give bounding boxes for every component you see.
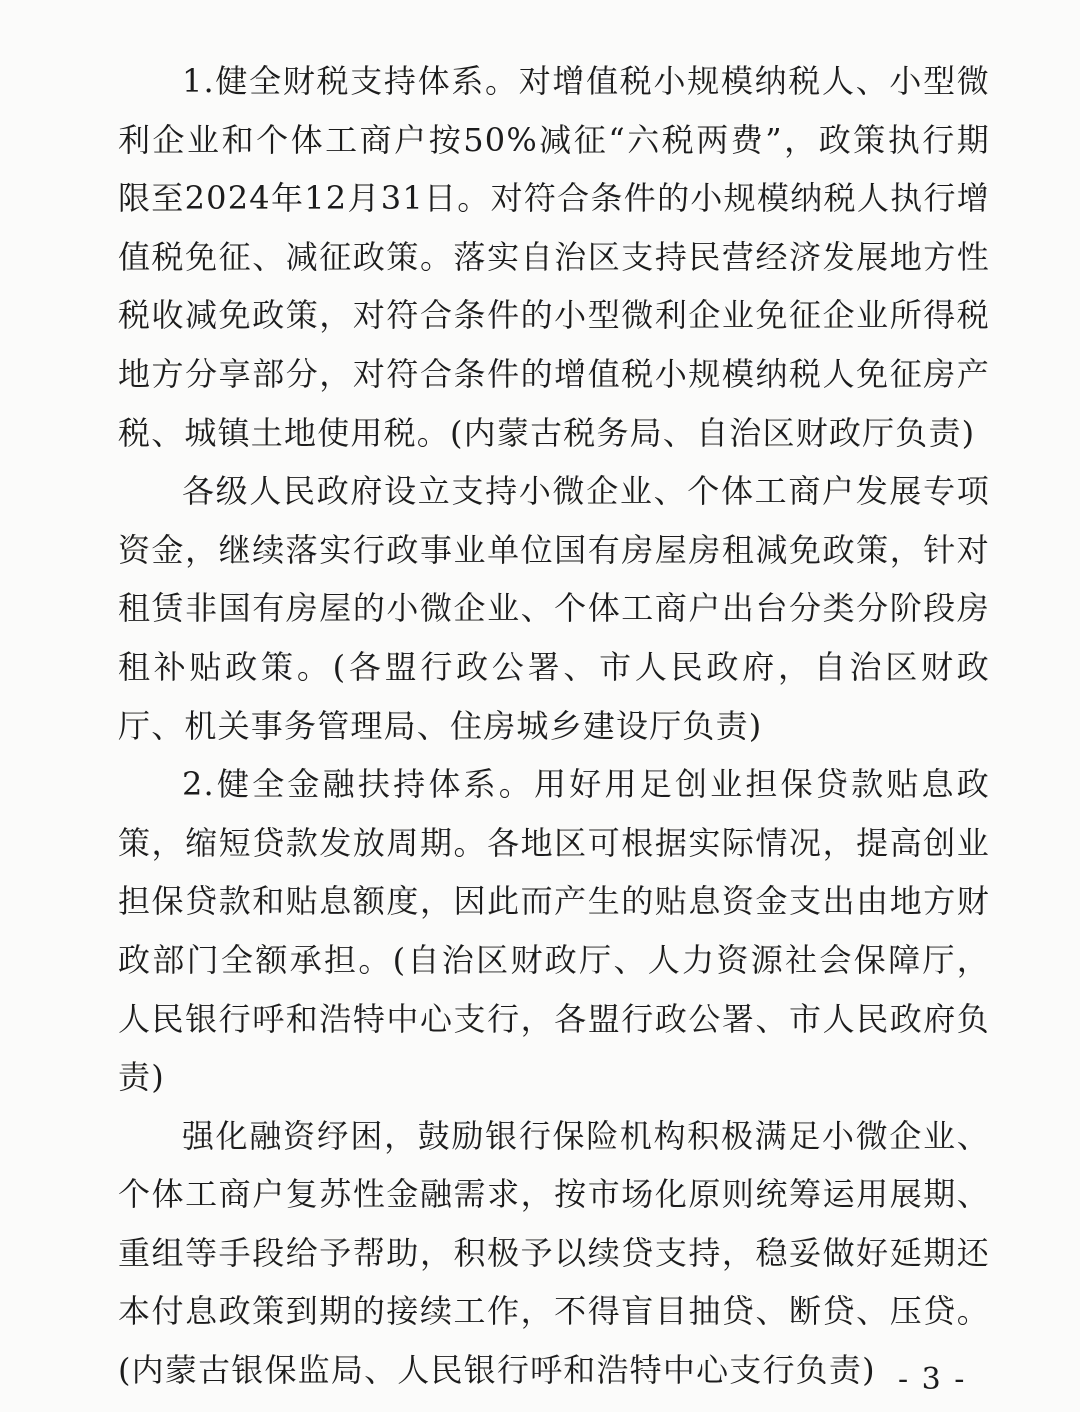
paragraph-financing-relief: 强化融资纾困，鼓励银行保险机构积极满足小微企业、个体工商户复苏性金融需求，按市场化原则统筹运用展期、重组等手段给予帮助，积极予以续贷支持，稳妥做好延期还本付息政策到期的接续工作，不得盲目抽贷、断贷、压贷。(内蒙古银保监局、人民银行呼和浩特中心支行负责) [118,1116,990,1390]
paragraph-rent-subsidy: 各级人民政府设立支持小微企业、个体工商户发展专项资金，继续落实行政事业单位国有房屋房租减免政策，针对租赁非国有房屋的小微企业、个体工商户出台分类分阶段房租补贴政策。(各盟行政公署、市人民政府，自治区财政厅、机关事务管理局、住房城乡建设厅负责) [118,472,990,745]
paragraph-financial-support: 2.健全金融扶持体系。用好用足创业担保贷款贴息政策，缩短贷款发放周期。各地区可根据实际情况，提高创业担保贷款和贴息额度，因此而产生的贴息资金支出由地方财政部门全额承担。(自治区财政厅、人力资源社会保障厅，人民银行呼和浩特中心支行，各盟行政公署、市人民政府负责) [118,765,990,1097]
page-number: - 3 - [898,1362,967,1397]
paragraph-fiscal-tax-support: 1.健全财税支持体系。对增值税小规模纳税人、小型微利企业和个体工商户按50%减征“六税两费”，政策执行期限至2024年12月31日。对符合条件的小规模纳税人执行增值税免征、减征政策。落实自治区支持民营经济发展地方性税收减免政策，对符合条件的小型微利企业免征企业所得税地方分享部分，对符合条件的增值税小规模纳税人免征房产税、城镇土地使用税。(内蒙古税务局、自治区财政厅负责) [118,62,990,452]
document-body [118,52,990,1400]
